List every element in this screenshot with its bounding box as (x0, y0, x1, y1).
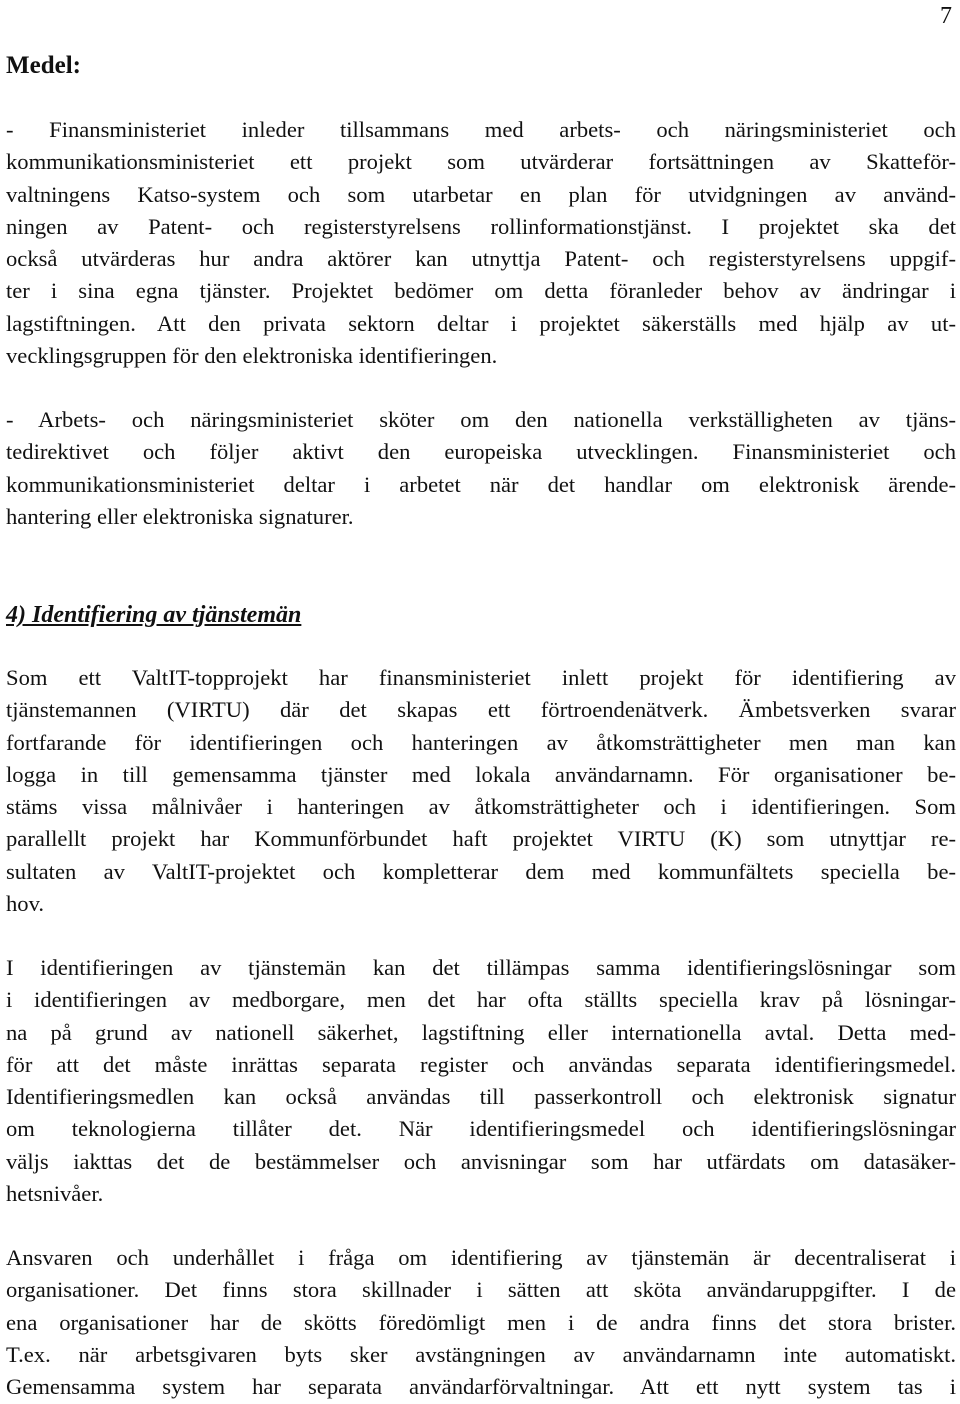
text-line: tedirektivet och följer aktivt den europeiska utvecklingen. Finansministeriet och (6, 439, 956, 465)
text-line: vecklingsgruppen för den elektroniska identifieringen. (6, 343, 498, 369)
text-line: ena organisationer har de skötts föredömligt men i de andra finns det stora brister. (6, 1309, 956, 1335)
text-line: - Arbets- och näringsministeriet sköter om den nationella verkställigheten av tjäns- (6, 407, 956, 432)
page-number: 7 (940, 3, 952, 29)
text-line: T.ex. när arbetsgivaren byts sker avstängningen av användarnamn inte automatiskt. (6, 1341, 956, 1367)
text-line: organisationer. Det finns stora skillnader i sätten att sköta användaruppgifter. I de (6, 1277, 956, 1303)
medel-paragraph-2 (6, 404, 956, 533)
text-line: lagstiftningen. Att den privata sektorn deltar i projektet säkerställs med hjälp av ut- (6, 310, 956, 336)
text-line: parallellt projekt har Kommunförbundet haft projektet VIRTU (K) som utnyttjar re- (6, 826, 956, 852)
section-title: 4) Identifiering av tjänstemän (6, 602, 302, 628)
text-line: hantering eller elektroniska signaturer. (6, 503, 354, 529)
text-line: också utvärderas hur andra aktörer kan utnyttja Patent- och registerstyrelsens uppgif- (6, 246, 956, 272)
text-line: väljs iakttas det de bestämmelser och anvisningar som har utfärdats om datasäker- (6, 1148, 956, 1174)
text-line: i identifieringen av medborgare, men det har ofta ställts speciella krav på lösningar- (6, 987, 956, 1013)
text-line: I identifieringen av tjänstemän kan det tillämpas samma identifieringslösningar som (6, 955, 956, 980)
text-line: om teknologierna tillåter det. När identifieringsmedel och identifieringslösningar (6, 1116, 956, 1142)
text-line: Som ett ValtIT-topprojekt har finansministeriet inlett projekt för identifiering av (6, 665, 956, 690)
text-line: för att det måste inrättas separata register och användas separata identifieringsmedel. (6, 1051, 956, 1077)
text-line: valtningens Katso-system och som utarbetar en plan för utvidgningen av använd- (6, 181, 956, 207)
section-4-paragraph-2 (6, 952, 956, 1210)
text-line: - Finansministeriet inleder tillsammans med arbets- och näringsministeriet och (6, 117, 956, 142)
text-line: ningen av Patent- och registerstyrelsens rollinformationstjänst. I projektet ska det (6, 213, 956, 239)
text-line: Gemensamma system har separata användarförvaltningar. Att ett nytt system tas i (6, 1374, 956, 1400)
text-line: logga in till gemensamma tjänster med lokala användarnamn. För organisationer be- (6, 761, 956, 787)
text-line: stäms vissa målnivåer i hanteringen av åtkomsträttigheter och i identifieringen. Som (6, 794, 956, 820)
text-line: tjänstemannen (VIRTU) där det skapas ett förtroendenätverk. Ämbetsverken svarar (6, 697, 956, 723)
text-line: Identifieringsmedlen kan också användas till passerkontroll och elektronisk signatur (6, 1084, 956, 1110)
medel-paragraph-1 (6, 114, 956, 372)
text-line: Ansvaren och underhållet i fråga om identifiering av tjänstemän är decentraliserat i (6, 1245, 956, 1270)
text-line: ter i sina egna tjänster. Projektet bedömer om detta föranleder behov av ändringar i (6, 278, 956, 304)
text-line: hetsnivåer. (6, 1181, 104, 1207)
section-4-paragraph-1 (6, 662, 956, 920)
text-line: fortfarande för identifieringen och hanteringen av åtkomsträttigheter men man kan (6, 729, 956, 755)
text-line: kommunikationsministeriet ett projekt som utvärderar fortsättningen av Skatteför- (6, 149, 956, 175)
text-line: kommunikationsministeriet deltar i arbetet när det handlar om elektronisk ärende- (6, 471, 956, 497)
text-line: hov. (6, 891, 45, 917)
heading-medel: Medel: (6, 52, 81, 79)
section-4-paragraph-3 (6, 1242, 956, 1403)
text-line: sultaten av ValtIT-projektet och kompletterar dem med kommunfältets speciella be- (6, 858, 956, 884)
text-line: na på grund av nationell säkerhet, lagstiftning eller internationella avtal. Detta med- (6, 1019, 956, 1045)
